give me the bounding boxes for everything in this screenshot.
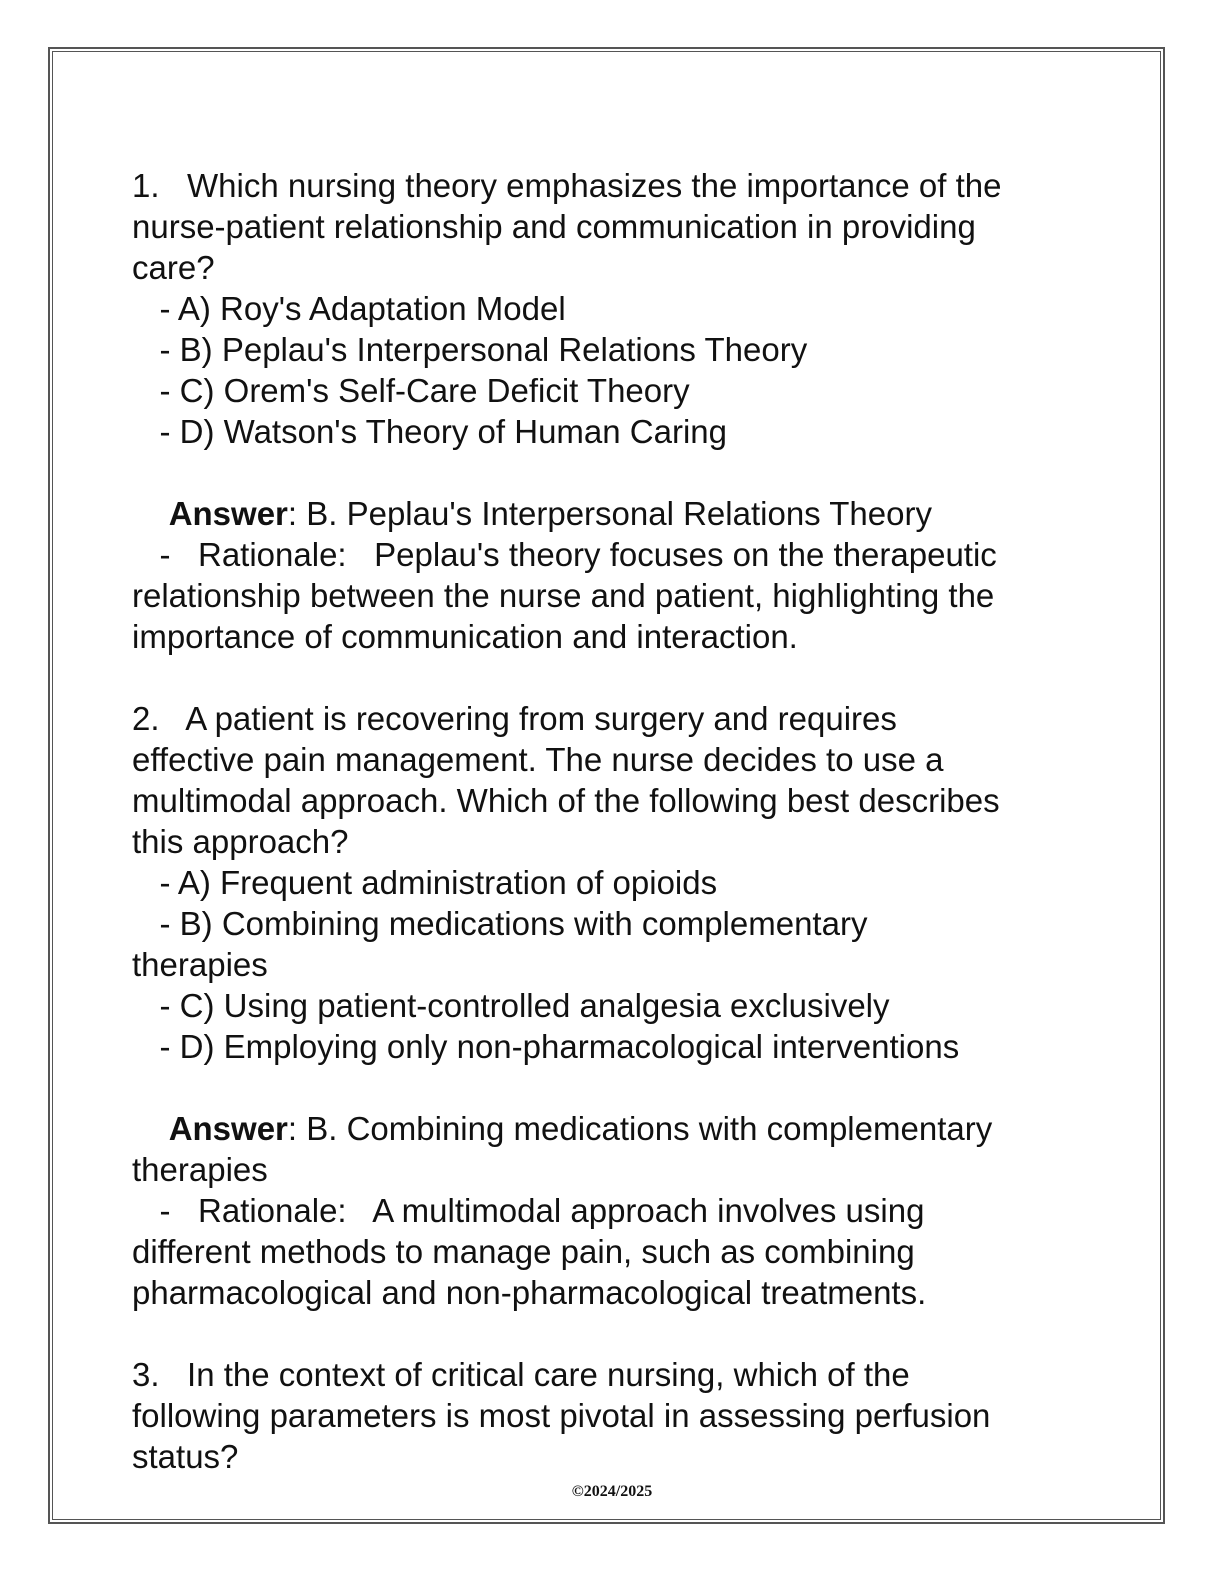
answer-option: - A) Roy's Adaptation Model [132, 290, 566, 327]
answer-line [132, 493, 1092, 534]
rationale-line: - Rationale: Peplau's theory focuses on the therapeutic [132, 536, 997, 573]
rationale-line: - Rationale: A multimodal approach involves using [132, 1192, 925, 1229]
rationale-line: relationship between the nurse and patient, highlighting the [132, 577, 995, 614]
copyright-footer: ©2024/2025 [571, 1483, 653, 1500]
question-stem-line: nurse-patient relationship and communication in providing [132, 208, 976, 245]
question-1 [132, 165, 1092, 657]
answer-continuation: therapies [132, 1151, 268, 1188]
question-stem-line: multimodal approach. Which of the following best describes [132, 782, 1000, 819]
rationale-line: different methods to manage pain, such as combining [132, 1233, 915, 1270]
question-stem-line: 2. A patient is recovering from surgery and requires [132, 700, 897, 737]
answer-option: - D) Watson's Theory of Human Caring [132, 413, 727, 450]
answer-option: - C) Using patient-controlled analgesia exclusively [132, 987, 890, 1024]
answer-line [132, 1108, 1092, 1149]
answer-option: - B) Combining medications with complementary [132, 905, 868, 942]
answer-option: - C) Orem's Self-Care Deficit Theory [132, 372, 690, 409]
question-stem-line: following parameters is most pivotal in assessing perfusion [132, 1397, 991, 1434]
answer-label: Answer [168, 495, 288, 532]
spacer [132, 452, 1092, 493]
answer-option: - D) Employing only non-pharmacological interventions [132, 1028, 960, 1065]
question-stem-line: status? [132, 1438, 239, 1475]
question-stem-line: 1. Which nursing theory emphasizes the importance of the [132, 167, 1002, 204]
spacer [132, 1067, 1092, 1108]
question-stem-line: 3. In the context of critical care nursing, which of the [132, 1356, 910, 1393]
question-stem-line: this approach? [132, 823, 349, 860]
question-stem-line: care? [132, 249, 215, 286]
spacer [132, 657, 1092, 698]
document-content [132, 165, 1092, 1477]
rationale-line: importance of communication and interaction. [132, 618, 798, 655]
spacer [132, 1313, 1092, 1354]
answer-option: - A) Frequent administration of opioids [132, 864, 718, 901]
answer-option: - B) Peplau's Interpersonal Relations Theory [132, 331, 808, 368]
answer-text: : B. Peplau's Interpersonal Relations Theory [287, 495, 932, 532]
question-2 [132, 698, 1092, 1313]
question-stem-line: effective pain management. The nurse decides to use a [132, 741, 944, 778]
answer-option: therapies [132, 946, 268, 983]
question-3 [132, 1354, 1092, 1477]
rationale-line: pharmacological and non-pharmacological treatments. [132, 1274, 927, 1311]
answer-label: Answer [168, 1110, 288, 1147]
answer-text: : B. Combining medications with complementary [287, 1110, 993, 1147]
